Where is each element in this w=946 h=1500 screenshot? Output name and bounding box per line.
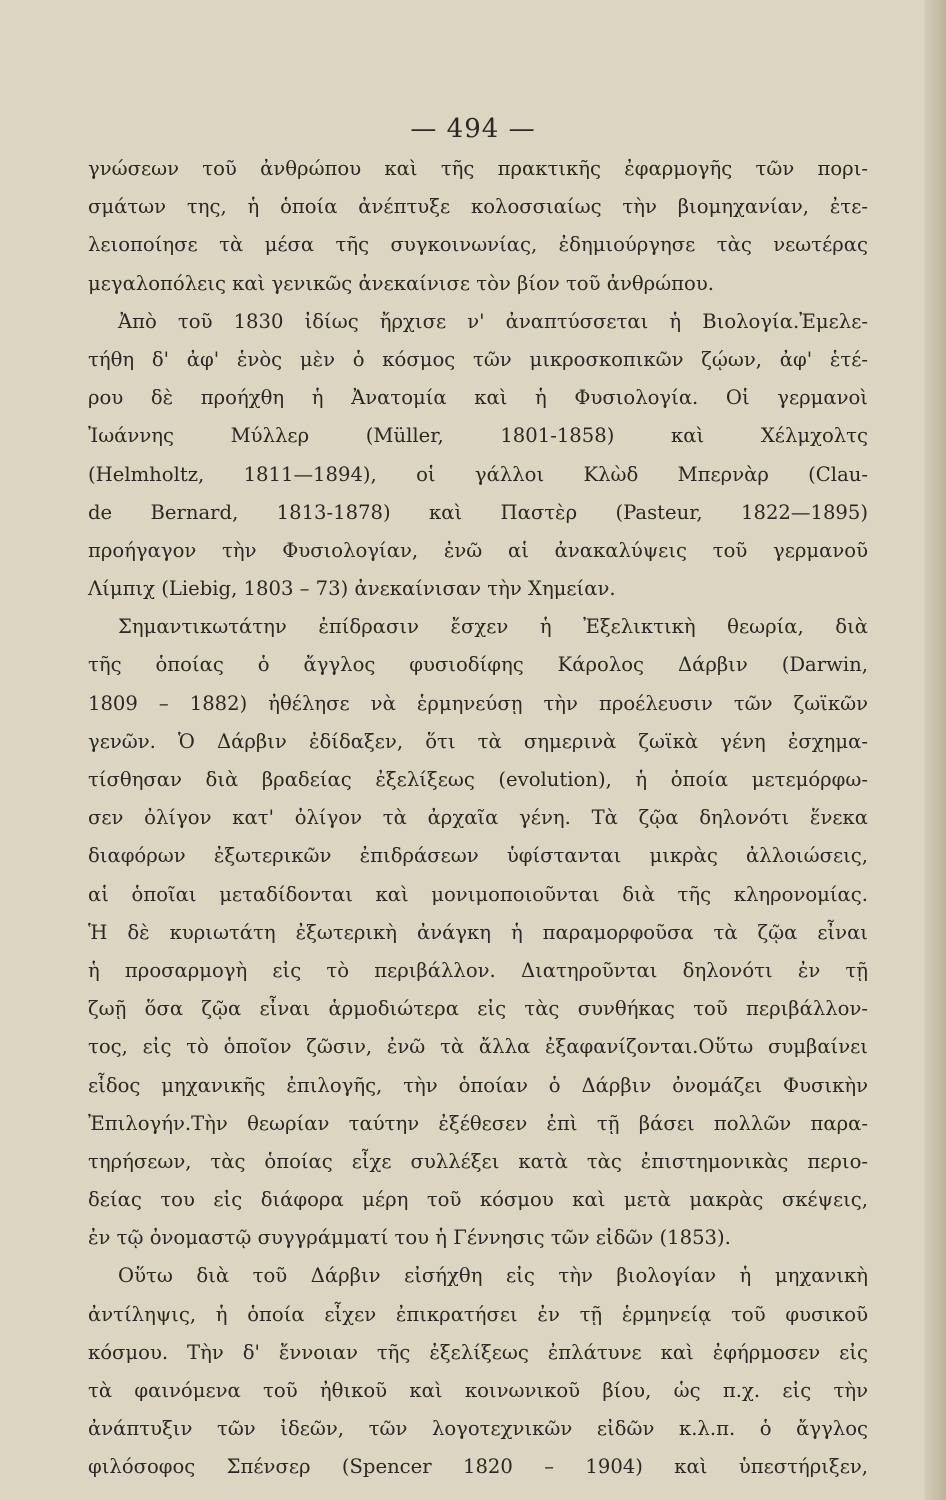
text-line: μεγαλοπόλεις καὶ γενικῶς ἀνεκαίνισε τὸν βίον τοῦ ἀνθρώπου. (88, 271, 714, 295)
text-line: φιλόσοφος Σπένσερ (Spencer 1820 – 1904) καὶ ὑπεστήριξεν, (88, 1455, 868, 1479)
text-line: Ἡ δὲ κυριωτάτη ἐξωτερικὴ ἀνάγκη ἡ παραμορφοῦσα τὰ ζῷα εἶναι (88, 920, 868, 944)
text-line: Ἐπιλογήν.Τὴν θεωρίαν ταύτην ἐξέθεσεν ἐπὶ τῇ βάσει πολλῶν παρα- (88, 1111, 868, 1135)
body-text (88, 150, 868, 1487)
text-line: σεν ὀλίγον κατ' ὀλίγον τὰ ἀρχαῖα γένη. Τὰ ζῷα δηλονότι ἕνεκα (88, 806, 868, 830)
text-line: λειοποίησε τὰ μέσα τῆς συγκοινωνίας, ἐδημιούργησε τὰς νεωτέρας (88, 233, 868, 257)
text-line: Σημαντικωτάτην ἐπίδρασιν ἔσχεν ἡ Ἐξελικτικὴ θεωρία, διὰ (118, 615, 868, 639)
text-line: γενῶν. Ὁ Δάρβιν ἐδίδαξεν, ὅτι τὰ σημερινὰ ζωϊκὰ γένη ἐσχημα- (88, 729, 868, 753)
text-line: γνώσεων τοῦ ἀνθρώπου καὶ τῆς πρακτικῆς ἐφαρμογῆς τῶν πορι- (88, 157, 868, 180)
text-line: διαφόρων ἐξωτερικῶν ἐπιδράσεων ὑφίστανται μικρὰς ἀλλοιώσεις, (88, 844, 868, 868)
text-line: εἶδος μηχανικῆς ἐπιλογῆς, τὴν ὁποίαν ὁ Δάρβιν ὀνομάζει Φυσικὴν (88, 1073, 868, 1097)
text-line: (Helmholtz, 1811—1894), οἱ γάλλοι Κλὼδ Μπερνὰρ (Clau- (88, 462, 868, 486)
page-number: — 494 — (410, 114, 536, 144)
text-line: Ἰωάννης Μύλλερ (Müller, 1801-1858) καὶ Χέλμχολτς (88, 424, 868, 448)
text-line: τῆς ὁποίας ὁ ἄγγλος φυσιοδίφης Κάρολος Δάρβιν (Darwin, (88, 653, 868, 677)
page-edge (924, 0, 946, 1500)
text-line: προήγαγον τὴν Φυσιολογίαν, ἐνῶ αἱ ἀνακαλύψεις τοῦ γερμανοῦ (88, 538, 868, 562)
text-line: Ἀπὸ τοῦ 1830 ἰδίως ἤρχισε ν' ἀναπτύσσεται ἡ Βιολογία.Ἐμελε- (118, 309, 868, 333)
text-line: ἀνάπτυξιν τῶν ἰδεῶν, τῶν λογοτεχνικῶν εἰδῶν κ.λ.π. ὁ ἄγγλος (88, 1417, 868, 1441)
text-line: τηρήσεων, τὰς ὁποίας εἶχε συλλέξει κατὰ τὰς ἐπιστημονικὰς περιο- (88, 1149, 868, 1173)
text-line: ἐν τῷ ὀνομαστῷ συγγράμματί του ἡ Γέννησις τῶν εἰδῶν (1853). (88, 1226, 731, 1250)
text-line: δείας του εἰς διάφορα μέρη τοῦ κόσμου καὶ μετὰ μακρὰς σκέψεις, (88, 1188, 868, 1212)
text-line: σμάτων της, ἡ ὁποία ἀνέπτυξε κολοσσιαίως τὴν βιομηχανίαν, ἐτε- (88, 195, 868, 219)
text-line: τος, εἰς τὸ ὁποῖον ζῶσιν, ἐνῶ τὰ ἄλλα ἐξαφανίζονται.Οὕτω συμβαίνει (88, 1035, 868, 1059)
text-line: αἱ ὁποῖαι μεταδίδονται καὶ μονιμοποιοῦνται διὰ τῆς κληρονομίας. (88, 882, 868, 906)
text-line: Λίμπιχ (Liebig, 1803 – 73) ἀνεκαίνισαν τὴν Χημείαν. (88, 577, 616, 601)
text-line: τίσθησαν διὰ βραδείας ἐξελίξεως (evolution), ἡ ὁποία μετεμόρφω- (88, 768, 868, 791)
text-line: de Bernard, 1813-1878) καὶ Παστὲρ (Pasteur, 1822—1895) (88, 500, 868, 524)
text-line: 1809 – 1882) ἠθέλησε νὰ ἑρμηνεύσῃ τὴν προέλευσιν τῶν ζωϊκῶν (88, 691, 868, 715)
text-line: τὰ φαινόμενα τοῦ ἠθικοῦ καὶ κοινωνικοῦ βίου, ὡς π.χ. εἰς τὴν (88, 1379, 868, 1402)
text-line: ἡ προσαρμογὴ εἰς τὸ περιβάλλον. Διατηροῦνται δηλονότι ἐν τῇ (88, 958, 868, 982)
text-line: ἀντίληψις, ἡ ὁποία εἶχεν ἐπικρατήσει ἐν τῇ ἑρμηνείᾳ τοῦ φυσικοῦ (88, 1302, 868, 1326)
text-line: ζωῇ ὅσα ζῷα εἶναι ἁρμοδιώτερα εἰς τὰς συνθήκας τοῦ περιβάλλον- (88, 997, 868, 1021)
text-line: τήθη δ' ἀφ' ἑνὸς μὲν ὁ κόσμος τῶν μικροσκοπικῶν ζῴων, ἀφ' ἑτέ- (88, 347, 868, 371)
text-line: Οὕτω διὰ τοῦ Δάρβιν εἰσήχθη εἰς τὴν βιολογίαν ἡ μηχανικὴ (118, 1264, 868, 1288)
text-line: κόσμου. Τὴν δ' ἔννοιαν τῆς ἐξελίξεως ἐπλάτυνε καὶ ἐφήρμοσεν εἰς (88, 1340, 868, 1364)
text-line: ρου δὲ προήχθη ἡ Ἀνατομία καὶ ἡ Φυσιολογία. Οἱ γερμανοὶ (88, 386, 868, 410)
